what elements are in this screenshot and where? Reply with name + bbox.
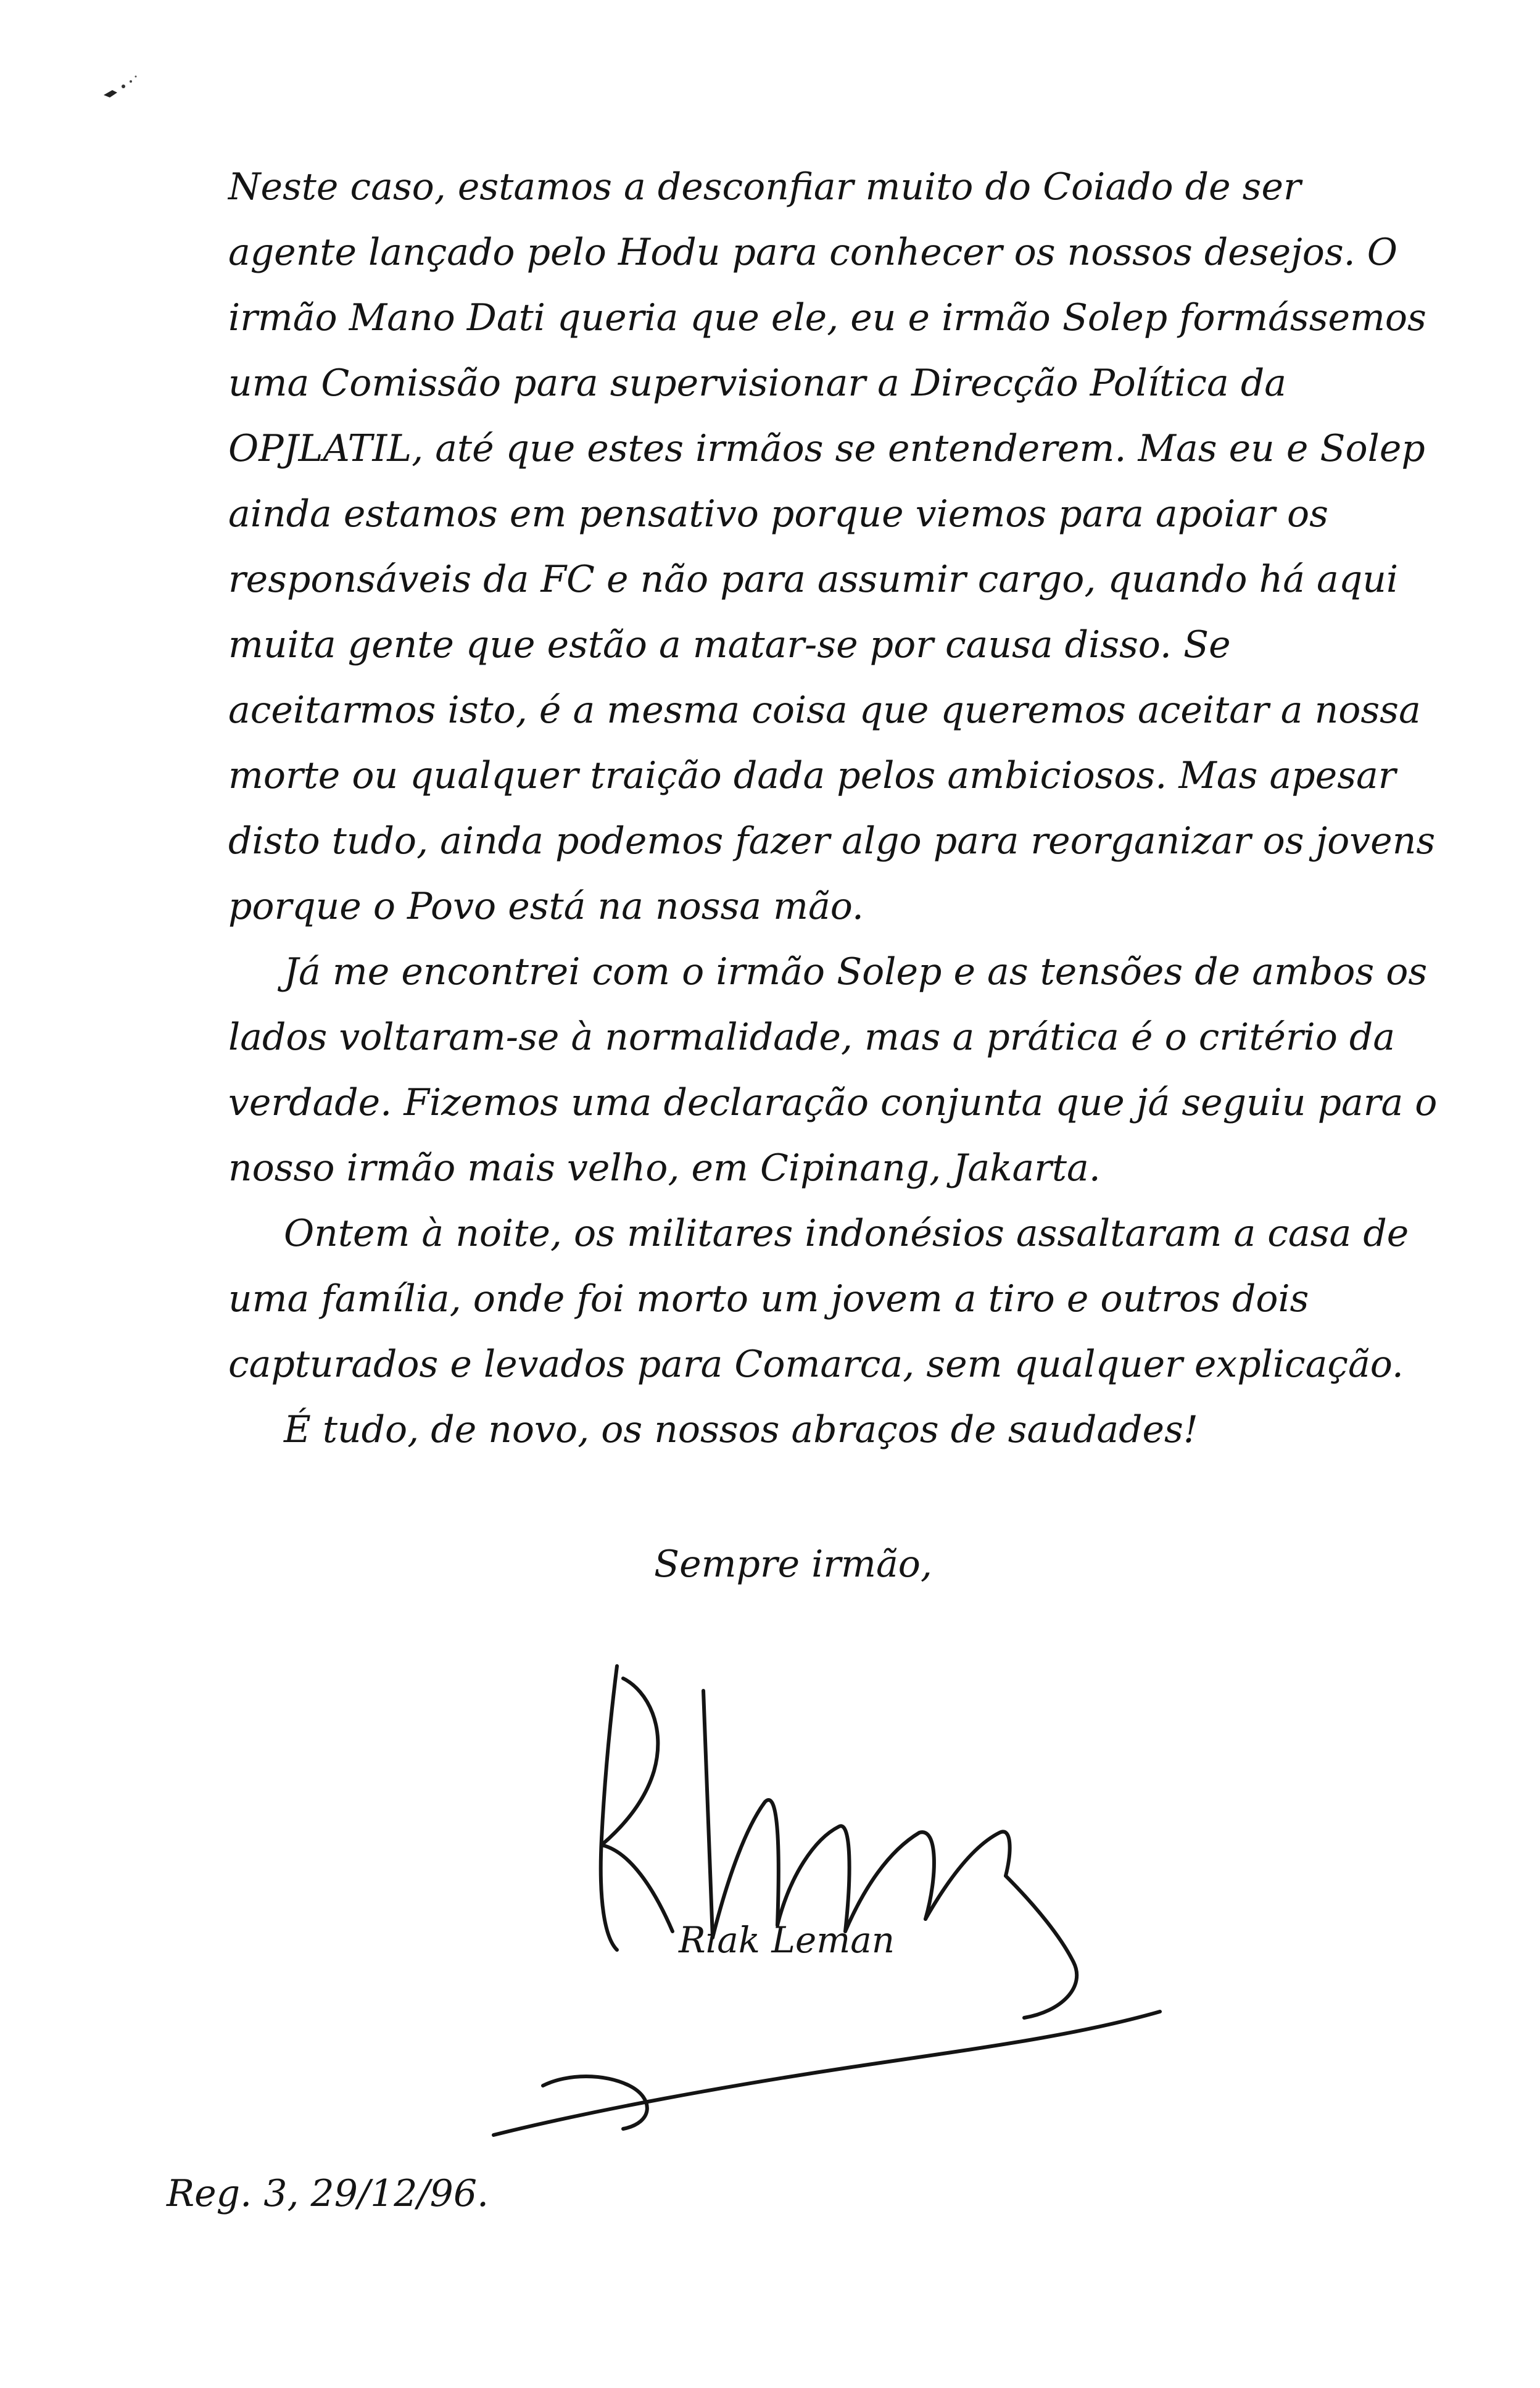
ink-speck: [99, 68, 142, 105]
letter-body: [228, 154, 1438, 1462]
paragraph-3: Ontem à noite, os militares indonésios assaltaram a casa de uma família, onde foi morto um jovem a tiro e outros dois capturados e levados para Comarca, sem qualquer explicação.: [228, 1212, 1409, 1386]
registry-note: Reg. 3, 29/12/96.: [167, 2172, 489, 2215]
handwritten-signature: [469, 1641, 1178, 2166]
paragraph-1: Neste caso, estamos a desconfiar muito do Coiado de ser agente lançado pelo Hodu para conhecer os nossos desejos. O irmão Mano Dati queria que ele, eu e irmão Solep formássemos uma Comissão para supervisionar a Direcção Política da OPJLATIL, até que estes irmãos se entenderem. Mas eu e Solep ainda estamos em pensativo porque viemos para apoiar os responsáveis da FC e não para assumir cargo, quando há aqui muita gente que estão a matar-se por causa disso. Se aceitarmos isto, é a mesma coisa que queremos aceitar a nossa morte ou qualquer traição dada pelos ambiciosos. Mas apesar disto tudo, ainda podemos fazer algo para reorganizar os jovens porque o Povo está na nossa mão.: [228, 165, 1436, 928]
closing-line: Sempre irmão,: [654, 1543, 932, 1586]
signer-name: Riak Leman: [679, 1919, 895, 1961]
paragraph-4: É tudo, de novo, os nossos abraços de saudades!: [284, 1408, 1198, 1451]
paragraph-2: Já me encontrei com o irmão Solep e as tensões de ambos os lados voltaram-se à normalidade, mas a prática é o critério da verdade. Fizemos uma declaração conjunta que já seguiu para o nosso irmão mais velho, em Cipinang, Jakarta.: [228, 950, 1438, 1190]
